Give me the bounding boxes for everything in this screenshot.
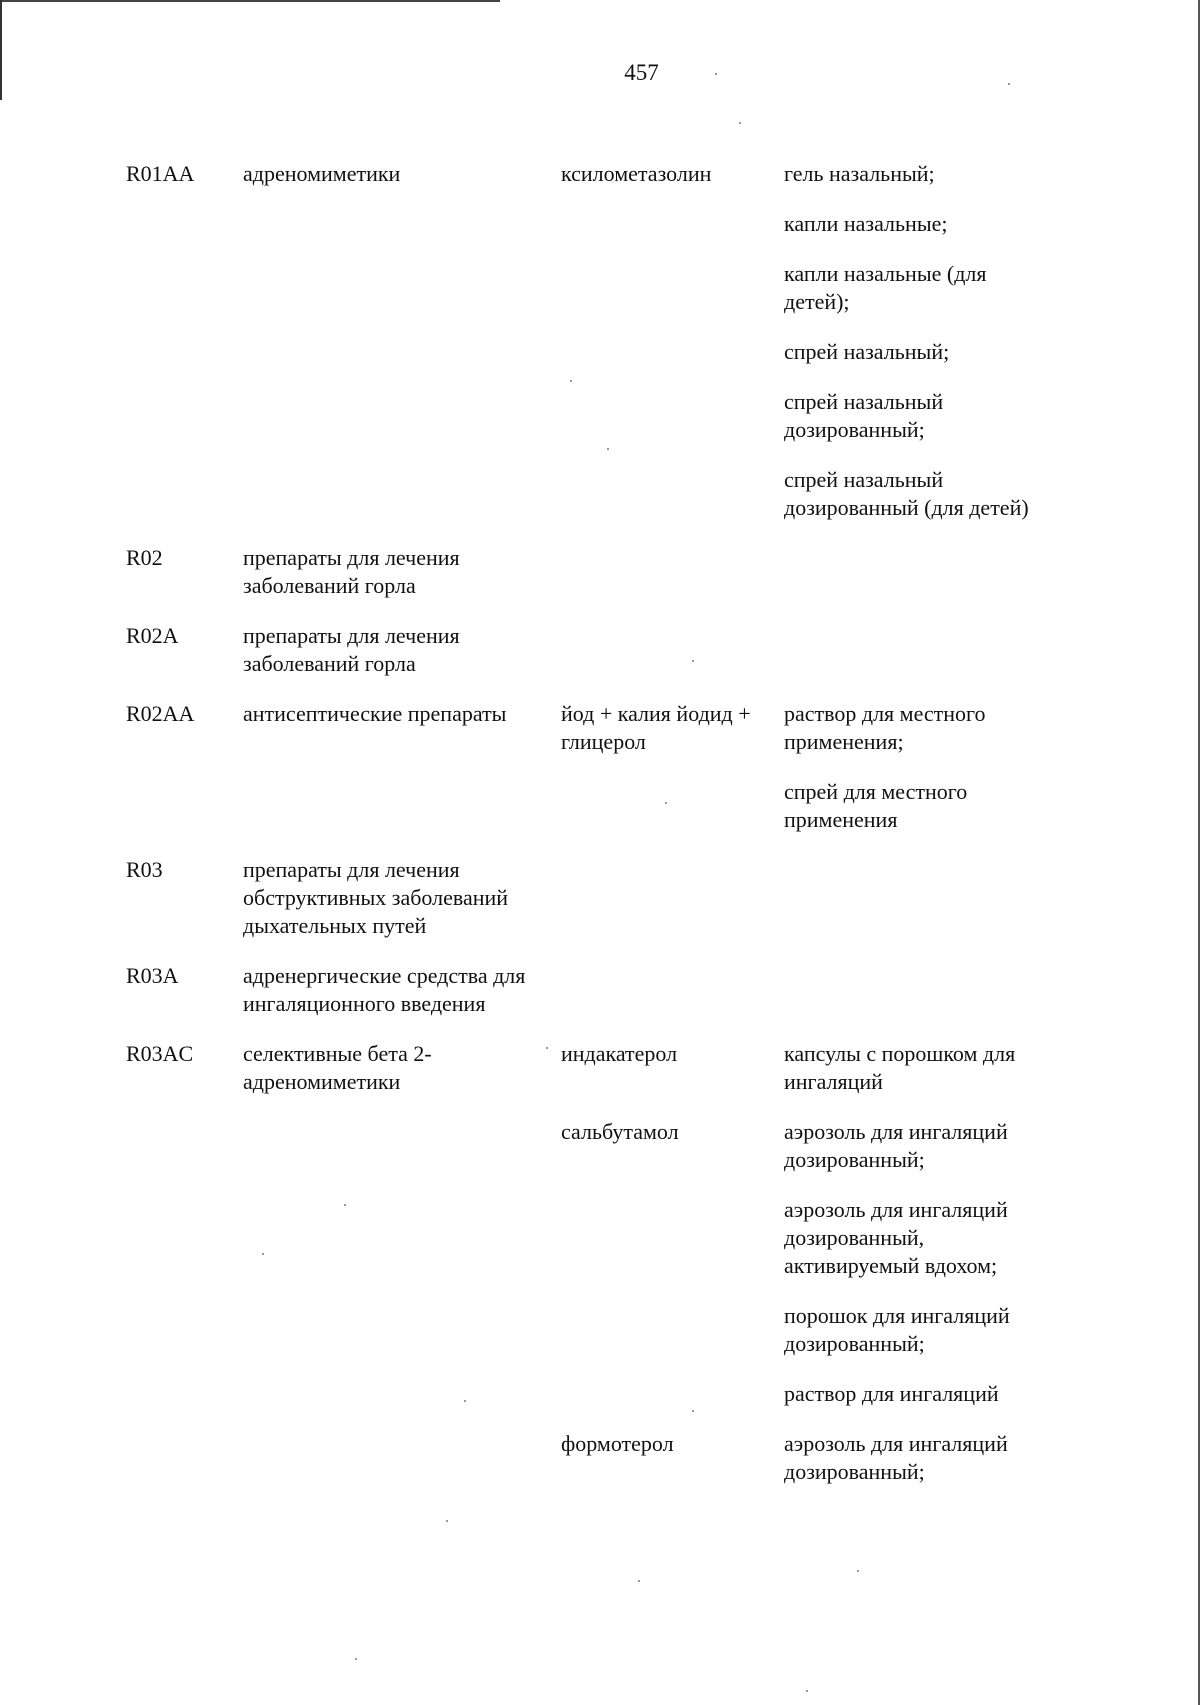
table-row	[126, 856, 1066, 940]
scan-speck	[739, 122, 741, 124]
drug-name: йод + калия йодид + глицерол	[561, 701, 751, 754]
scan-speck	[1008, 83, 1010, 85]
drug-entry	[561, 700, 1054, 834]
dosage-form: капсулы с порошком для ингаляций	[784, 1041, 1016, 1094]
dosage-form: аэрозоль для ингаляций дозированный;	[784, 1431, 1008, 1484]
drug-entry	[561, 160, 1054, 522]
drug-classification-table	[126, 160, 1066, 1508]
drug-name: сальбутамол	[561, 1119, 679, 1144]
anatomical-therapeutic-group: препараты для лечения обструктивных заболеваний дыхательных путей	[243, 857, 509, 938]
scan-speck	[638, 1580, 640, 1582]
atc-code: R02AA	[126, 701, 195, 726]
dosage-forms	[784, 1040, 1054, 1096]
scan-speck	[546, 1047, 548, 1049]
table-row	[126, 160, 1066, 522]
scan-edge-top	[0, 0, 500, 2]
drug-entry	[561, 1118, 1054, 1408]
dosage-form: аэрозоль для ингаляций дозированный, активируемый вдохом;	[784, 1197, 1008, 1278]
scan-speck	[355, 1658, 357, 1660]
table-row	[126, 962, 1066, 1018]
dosage-form: капли назальные (для детей);	[784, 261, 987, 314]
atc-code: R03	[126, 857, 163, 882]
scan-speck	[692, 1410, 694, 1412]
dosage-form: спрей назальный дозированный (для детей)	[784, 467, 1029, 520]
dosage-form: спрей назальный;	[784, 339, 950, 364]
anatomical-therapeutic-group: антисептические препараты	[243, 701, 507, 726]
dosage-form: гель назальный;	[784, 161, 935, 186]
dosage-form: капли назальные;	[784, 211, 948, 236]
drug-name: формотерол	[561, 1431, 674, 1456]
atc-code: R02	[126, 545, 163, 570]
dosage-forms	[784, 1430, 1054, 1486]
table-row	[126, 622, 1066, 678]
anatomical-therapeutic-group: препараты для лечения заболеваний горла	[243, 545, 460, 598]
drug-entry	[561, 1430, 1054, 1486]
drug-name: индакатерол	[561, 1041, 678, 1066]
drugs-cell	[561, 1040, 1054, 1486]
drug-entry	[561, 1040, 1054, 1096]
scan-speck	[607, 448, 609, 450]
dosage-forms	[784, 1118, 1054, 1408]
anatomical-therapeutic-group: адренергические средства для ингаляционного введения	[243, 963, 526, 1016]
atc-code: R02A	[126, 623, 179, 648]
scan-speck	[665, 802, 667, 804]
dosage-forms	[784, 700, 1054, 834]
scan-speck	[570, 380, 572, 382]
drug-name: ксилометазолин	[561, 161, 712, 186]
scan-speck	[446, 1520, 448, 1522]
dosage-forms	[784, 160, 1054, 522]
drugs-cell	[561, 160, 1054, 522]
atc-code: R03A	[126, 963, 179, 988]
scan-speck	[806, 1690, 808, 1692]
scan-speck	[715, 73, 717, 75]
dosage-form: аэрозоль для ингаляций дозированный;	[784, 1119, 1008, 1172]
anatomical-therapeutic-group: селективные бета 2-адреномиметики	[243, 1041, 432, 1094]
atc-code: R03AC	[126, 1041, 194, 1066]
dosage-form: порошок для ингаляций дозированный;	[784, 1303, 1010, 1356]
anatomical-therapeutic-group: адреномиметики	[243, 161, 401, 186]
dosage-form: раствор для ингаляций	[784, 1381, 999, 1406]
table-row	[126, 700, 1066, 834]
scan-speck	[857, 1570, 859, 1572]
anatomical-therapeutic-group: препараты для лечения заболеваний горла	[243, 623, 460, 676]
scan-speck	[692, 660, 694, 662]
dosage-form: раствор для местного применения;	[784, 701, 986, 754]
drugs-cell	[561, 700, 1054, 834]
page-number: 457	[624, 60, 659, 85]
scan-speck	[262, 1253, 264, 1255]
table-row	[126, 1040, 1066, 1486]
dosage-form: спрей назальный дозированный;	[784, 389, 944, 442]
scan-speck	[344, 1204, 346, 1206]
scan-speck	[464, 1400, 466, 1402]
dosage-form: спрей для местного применения	[784, 779, 968, 832]
table-row	[126, 544, 1066, 600]
atc-code: R01AA	[126, 161, 195, 186]
